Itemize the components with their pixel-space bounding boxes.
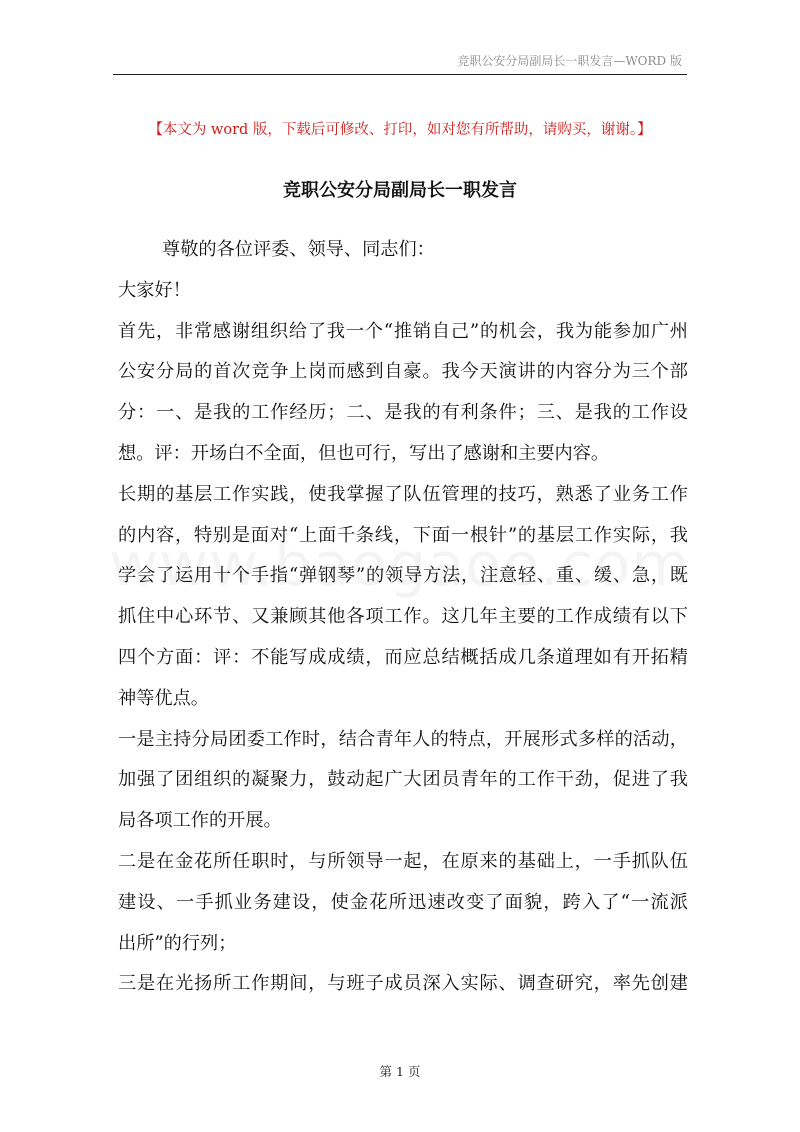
body-line: 加强了团组织的凝聚力，鼓动起广大团员青年的工作干劲，促进了我 — [118, 769, 688, 791]
body-line: 大家好！ — [118, 279, 191, 301]
body-line: 公安分局的首次竞争上岗而感到自豪。我今天演讲的内容分为三个部 — [118, 361, 688, 383]
body-line: 尊敬的各位评委、领导、同志们： — [162, 239, 435, 260]
body-line: 局各项工作的开展。 — [118, 810, 282, 832]
purchase-notice: 【本文为 word 版，下载后可修改、打印，如对您有所帮助，请购买，谢谢。】 — [148, 122, 652, 138]
body-line: 神等优点。 — [118, 687, 209, 709]
body-line: 四个方面：评：不能写成成绩，而应总结概括成几条道理如有开拓精 — [118, 646, 688, 668]
page-number: 第 1 页 — [379, 1064, 421, 1079]
body-line: 长期的基层工作实践，使我掌握了队伍管理的技巧，熟悉了业务工作 — [118, 483, 688, 505]
body-line: 一是主持分局团委工作时，结合青年人的特点，开展形式多样的活动， — [118, 728, 688, 750]
body-line: 建设、一手抓业务建设，使金花所迅速改变了面貌，跨入了“一流派 — [118, 891, 688, 913]
document-body — [118, 230, 688, 1005]
body-line: 三是在光扬所工作期间，与班子成员深入实际、调查研究，率先创建 — [118, 973, 688, 995]
body-line: 出所”的行列； — [118, 932, 237, 954]
body-line: 分：一、是我的工作经历；二、是我的有利条件；三、是我的工作设 — [118, 402, 688, 424]
header-divider — [113, 74, 687, 75]
running-header: 竞职公安分局副局长一职发言—WORD 版 — [457, 54, 682, 68]
body-line: 抓住中心环节、又兼顾其他各项工作。这几年主要的工作成绩有以下 — [118, 606, 688, 628]
body-line: 想。评：开场白不全面，但也可行，写出了感谢和主要内容。 — [118, 442, 610, 464]
body-line: 首先，非常感谢组织给了我一个“推销自己”的机会，我为能参加广州 — [118, 320, 688, 342]
body-line: 学会了运用十个手指“弹钢琴”的领导方法，注意轻、重、缓、急，既 — [118, 565, 688, 587]
page-title: 竞职公安分局副局长一职发言 — [283, 180, 517, 201]
body-line: 的内容，特别是面对“上面千条线，下面一根针”的基层工作实际，我 — [118, 524, 688, 546]
body-line: 二是在金花所任职时，与所领导一起，在原来的基础上，一手抓队伍 — [118, 850, 688, 872]
